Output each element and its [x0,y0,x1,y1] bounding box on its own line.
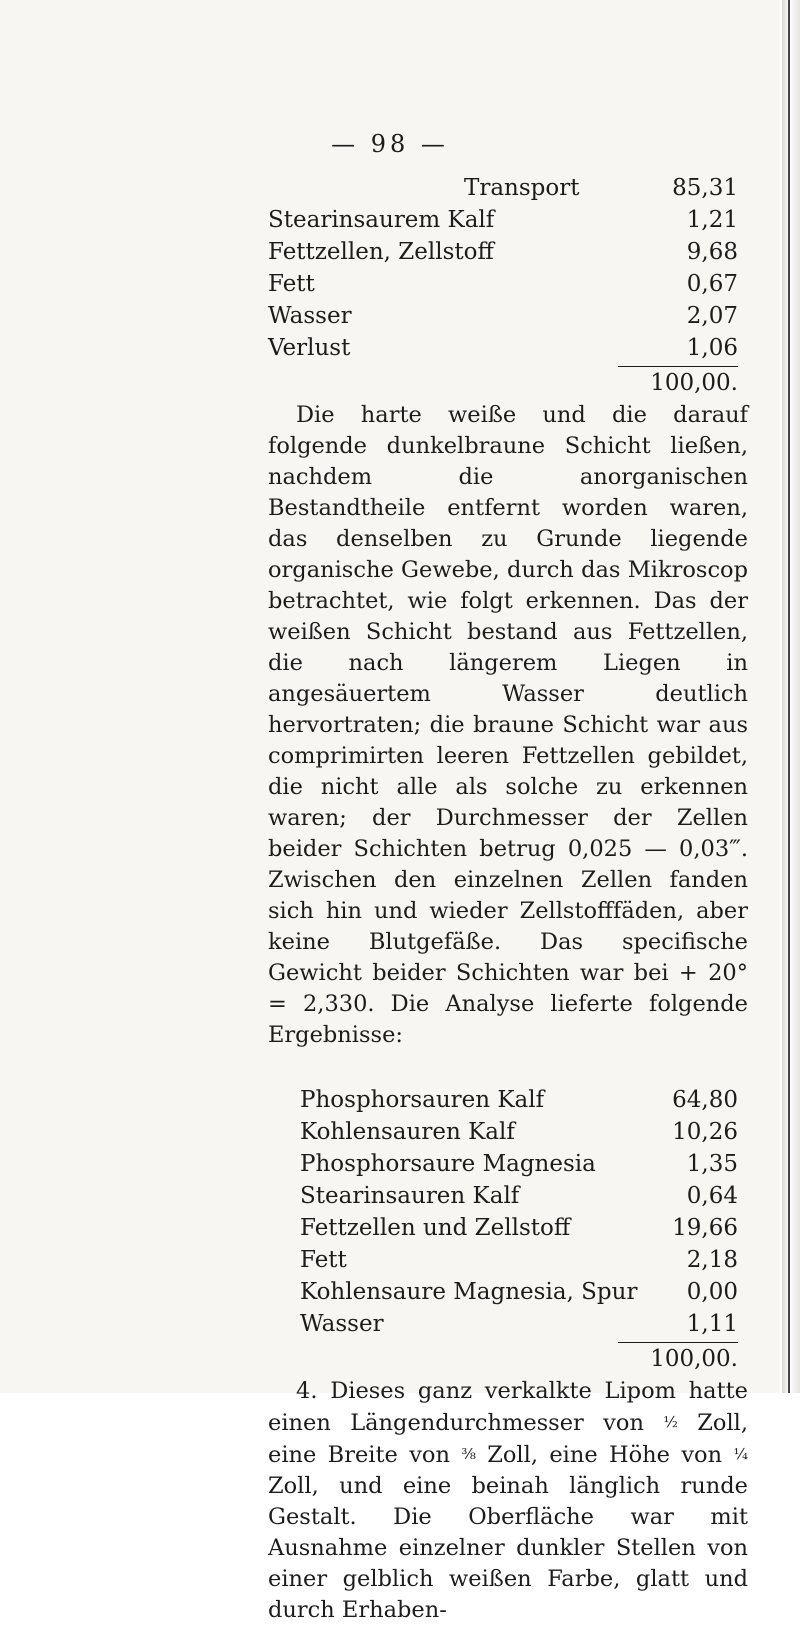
row-value: 1,11 [686,1311,738,1337]
row-value: 2,07 [686,303,738,329]
table-row [268,300,738,332]
row-label: Wasser [300,1311,384,1337]
page-number: — 98 — [331,130,449,158]
composition-table-1 [268,172,738,364]
table-2-total: 100,00. [650,1346,738,1372]
body-paragraph-2 [268,1376,749,1623]
row-label: Kohlensauren Kalf [300,1119,515,1145]
paragraph-text: Zoll, eine Breite von [268,1410,748,1468]
fraction: ½ [663,1413,678,1431]
table-row [300,1084,738,1116]
row-label: Fettzellen, Zellstoff [268,239,494,265]
paragraph-text: Zoll, und eine beinah länglich runde Gestalt. Die Oberfläche war mit Ausnahme einzelner dunkler Stellen von einer gelblich weißen Farbe, glatt und durch Erhaben- [268,1473,748,1623]
row-value: 0,64 [686,1183,738,1209]
row-value: 2,18 [686,1247,738,1273]
paragraph-text: Die harte weiße und die darauf folgende dunkelbraune Schicht ließen, nachdem die anorganischen Bestandtheile entfernt worden waren, das denselben zu Grunde liegende organische Gewebe, durch das Mikroscop betrachtet, wie folgt erkennen. Das der weißen Schicht bestand aus Fettzellen, die nach längerem Liegen in angesäuertem Wasser deutlich hervortraten; die braune Schicht war aus comprimirten leeren Fettzellen gebildet, die nicht alle als solche zu erkennen waren; der Durchmesser der Zellen beider Schichten betrug 0,025 — 0,03‴. Zwischen den einzelnen Zellen fanden sich hin und wieder Zellstofffäden, aber keine Blutgefäße. Das specifische Gewicht beider Schichten war bei + 20° = 2,330. Die Analyse lieferte folgende Ergebnisse: [268,402,748,1048]
row-value: 0,00 [686,1279,738,1305]
table-row [300,1276,738,1308]
row-label: Fett [268,271,315,297]
row-value: 1,35 [686,1151,738,1177]
paragraph-text: Zoll, eine Höhe von [487,1442,723,1468]
table-row [300,1180,738,1212]
table-row [300,1116,738,1148]
row-label: Verlust [268,335,351,361]
table-row [300,1308,738,1340]
row-label: Phosphorsauren Kalf [300,1087,545,1113]
row-label: Stearinsaurem Kalf [268,207,495,233]
transport-value: 85,31 [672,175,738,201]
row-value: 1,06 [686,335,738,361]
page-edge [782,0,800,1393]
table-row [268,236,738,268]
body-paragraph-1 [268,400,748,1051]
transport-label: Transport [464,175,580,201]
row-label: Wasser [268,303,352,329]
row-value: 10,26 [672,1119,738,1145]
fraction: ¼ [733,1445,749,1463]
sum-rule [618,1342,738,1343]
row-value: 0,67 [686,271,738,297]
row-label: Fettzellen und Zellstoff [300,1215,571,1241]
fraction: ⅜ [461,1445,476,1463]
item-number: 4. [296,1378,318,1404]
table-row [268,332,738,364]
table-row [268,204,738,236]
page-edge-rule [788,0,790,1393]
table-1-total: 100,00. [650,370,738,396]
row-value: 1,21 [686,207,738,233]
table-row [268,268,738,300]
row-label: Stearinsauren Kalf [300,1183,520,1209]
table-row [300,1148,738,1180]
row-value: 64,80 [672,1087,738,1113]
paragraph-text: Dieses ganz verkalkte Lipom hatte einen Längendurchmesser von [268,1378,748,1436]
transport-row [268,172,738,204]
row-label: Fett [300,1247,347,1273]
row-value: 19,66 [672,1215,738,1241]
row-value: 9,68 [686,239,738,265]
sum-rule [618,366,738,367]
row-label: Phosphorsaure Magnesia [300,1151,596,1177]
table-row [300,1244,738,1276]
row-label: Kohlensaure Magnesia, Spur [300,1279,638,1305]
table-row [300,1212,738,1244]
analysis-table-2 [300,1084,738,1340]
